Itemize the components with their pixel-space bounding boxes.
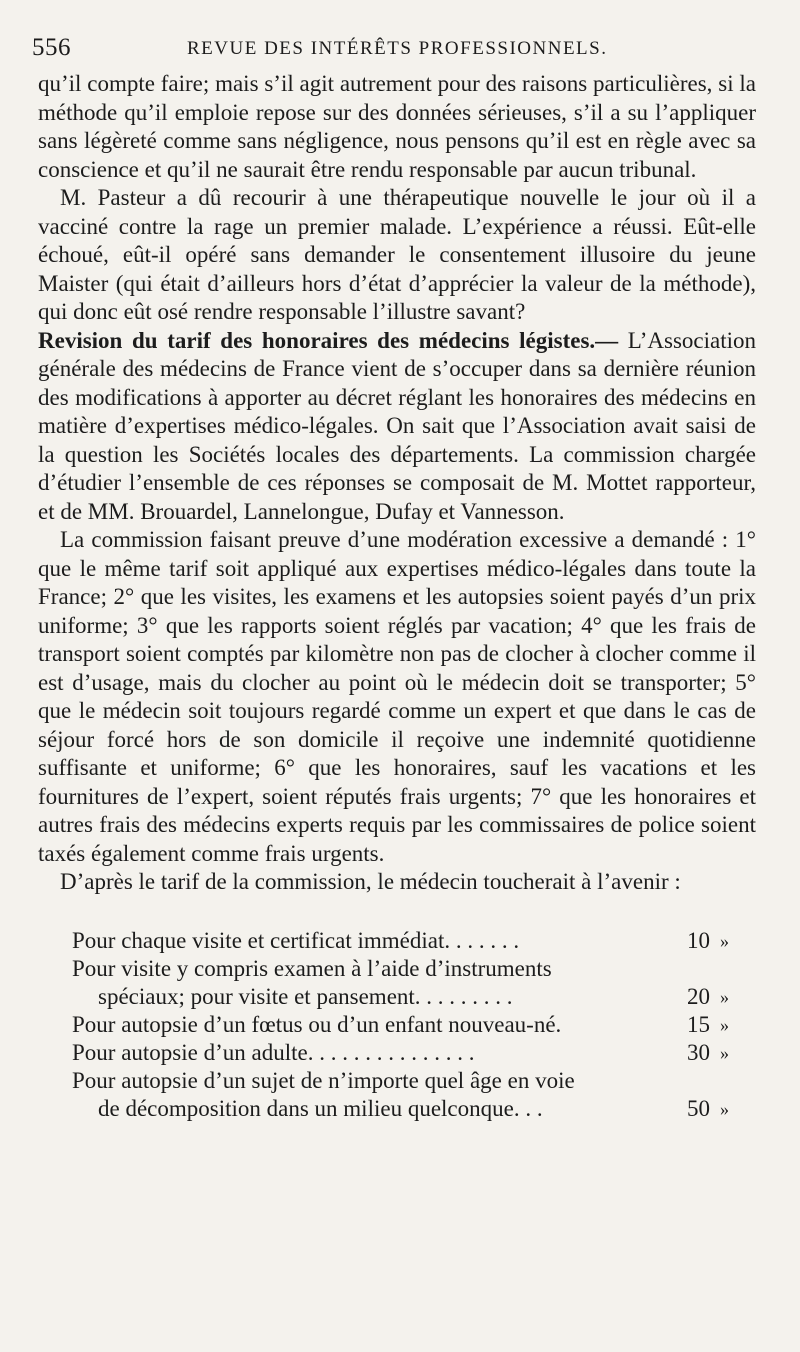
paragraph-tariff-intro: D’après le tarif de la commission, le médecin toucherait à l’avenir :	[60, 869, 681, 894]
tariff-item	[38, 955, 756, 1011]
tariff-item-unit: »	[720, 930, 729, 951]
tariff-list	[38, 927, 756, 1123]
paragraph-continuation: qu’il compte faire; mais s’il agit autrement pour des raisons particulières, si la méthode qu’il emploie repose sur des données sérieuses, s’il a su l’appliquer sans légèreté comme sans négligence, nous pensons qu’il est en règle avec sa conscience et qu’il ne saurait être rendu responsable par aucun tribunal.	[38, 71, 756, 182]
tariff-item-price: 10	[687, 927, 710, 953]
page-number: 556	[32, 34, 71, 61]
section-title: Revision du tarif des honoraires des médecins légistes.—	[38, 327, 619, 353]
tariff-item-label: Pour visite y compris examen à l’aide d’instruments	[72, 955, 552, 981]
paragraph-commission: La commission faisant preuve d’une modération excessive a demandé : 1° que le même tarif soit appliqué aux expertises médico-légales dans toute la France; 2° que les visites, les examens et les autopsies soient payés d’un prix uniforme; 3° que les rapports soient réglés par vacation; 4° que les frais de transport soient comptés par kilomètre non pas de clocher à clocher comme il est d’usage, mais du clocher au point où le médecin doit se transporter; 5° que le médecin soit toujours regardé comme un expert et que dans le cas de séjour forcé hors de son domicile il reçoive une indemnité quotidienne suffisante et uniforme; 6° que les honoraires, sauf les vacations et les fournitures de l’expert, soient réputés frais urgents; 7° que les honoraires et autres frais des médecins experts requis par les commissaires de police soient taxés également comme frais urgents.	[38, 527, 756, 866]
tariff-item-price: 15	[687, 1011, 710, 1037]
paragraph-pasteur: M. Pasteur a dû recourir à une thérapeutique nouvelle le jour où il a vacciné contre la rage un premier malade. L’expérience a réussi. Eût-elle échoué, eût-il opéré sans demander le consentement illusoire du jeune Maister (qui était d’ailleurs hors d’état d’apprécier la valeur de la méthode), qui donc eût osé rendre responsable l’illustre savant?	[38, 185, 756, 324]
spacer	[38, 897, 756, 927]
tariff-item-unit: »	[720, 1014, 729, 1035]
tariff-item-unit: »	[720, 1098, 729, 1119]
tariff-item	[38, 1011, 756, 1039]
running-head: REVUE DES INTÉRÊTS PROFESSIONNELS.	[187, 38, 608, 59]
tariff-item-price: 50	[687, 1095, 710, 1121]
tariff-item-label: Pour autopsie d’un sujet de n’importe quel âge en voie	[72, 1067, 575, 1093]
tariff-item-label-continued: spéciaux; pour visite et pansement. . . . . . . . .	[98, 983, 513, 1009]
section-paragraph	[38, 327, 756, 527]
page-header	[32, 34, 772, 66]
tariff-item-label: Pour autopsie d’un adulte. . . . . . . . . . . . . . .	[72, 1039, 475, 1065]
tariff-item-label: Pour autopsie d’un fœtus ou d’un enfant nouveau-né.	[72, 1011, 562, 1037]
page-body	[38, 70, 756, 1123]
tariff-item	[38, 1067, 756, 1123]
tariff-item-price: 30	[687, 1039, 710, 1065]
section-intro: L’Association générale des médecins de France vient de s’occuper dans sa dernière réunion des modifications à apporter au décret réglant les honoraires des médecins en matière d’expertises médico-légales. On sait que l’Association avait saisi de la question les Sociétés locales des départements. La commission chargée d’étudier l’ensemble de ces réponses se composait de M. Mottet rapporteur, et de MM. Brouardel, Lannelongue, Dufay et Vannesson.	[38, 327, 757, 524]
tariff-item	[38, 927, 756, 955]
tariff-item-label-continued: de décomposition dans un milieu quelconque. . .	[98, 1095, 543, 1121]
tariff-item-label: Pour chaque visite et certificat immédiat. . . . . . .	[72, 927, 520, 953]
tariff-item	[38, 1039, 756, 1067]
tariff-item-unit: »	[720, 986, 729, 1007]
tariff-item-unit: »	[720, 1042, 729, 1063]
tariff-item-price: 20	[687, 983, 710, 1009]
